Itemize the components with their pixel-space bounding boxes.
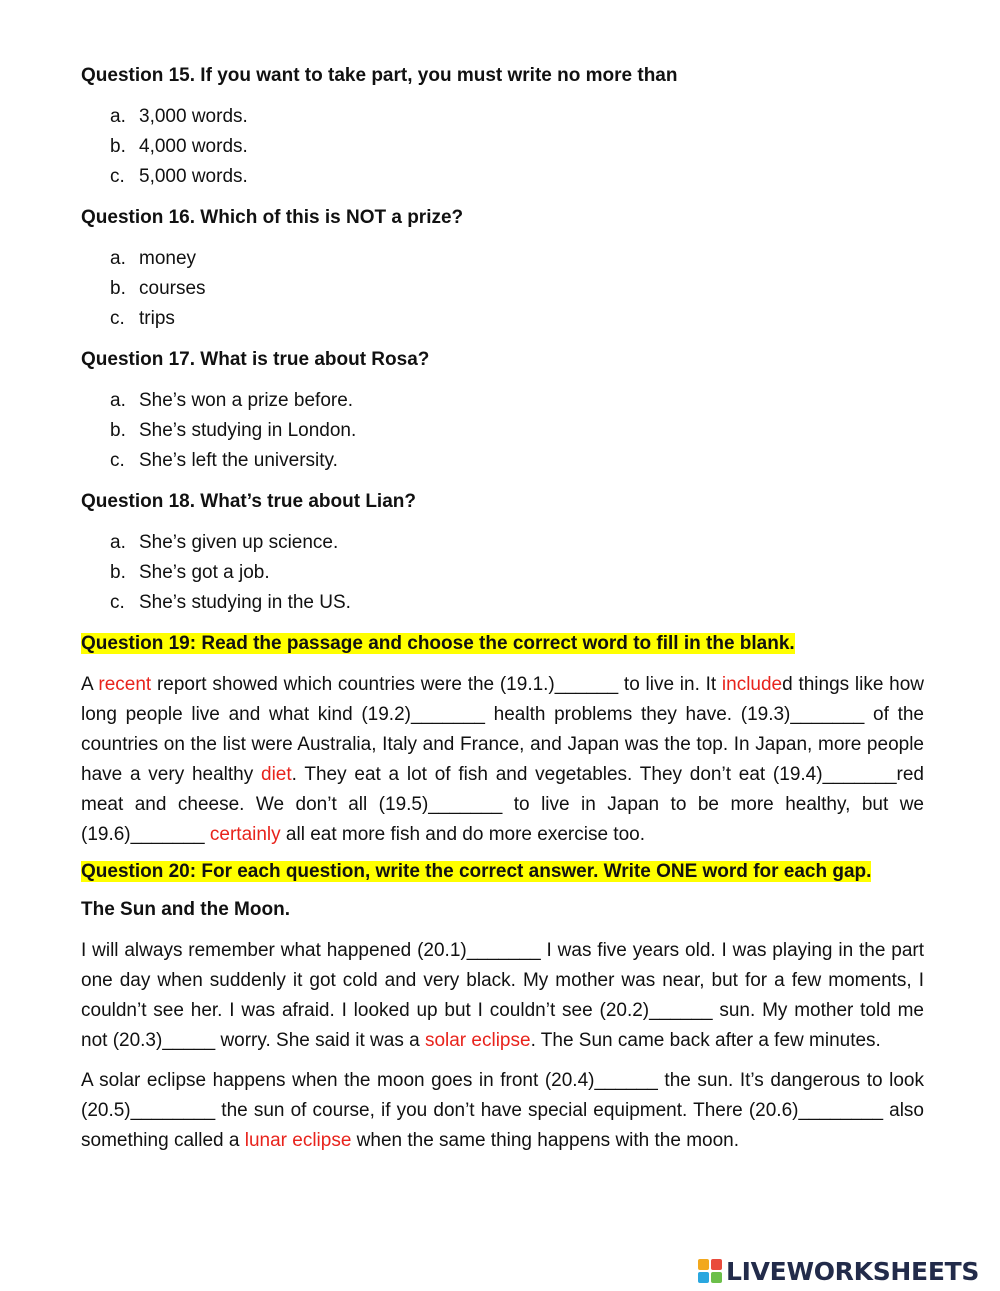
option[interactable]: c. She’s studying in the US.: [110, 592, 351, 613]
option[interactable]: c. She’s left the university.: [110, 450, 338, 471]
liveworksheets-logo: [698, 1255, 979, 1287]
question-17-title: Question 17. What is true about Rosa?: [81, 349, 430, 370]
keyword: diet: [261, 764, 292, 785]
option[interactable]: b. courses: [110, 278, 206, 299]
option[interactable]: a. money: [110, 248, 197, 269]
option[interactable]: a. 3,000 words.: [110, 106, 248, 127]
question-17-options: [81, 386, 924, 476]
question-20-title: [81, 860, 924, 884]
option[interactable]: c. trips: [110, 308, 175, 329]
passage-title: The Sun and the Moon.: [81, 899, 290, 920]
option[interactable]: a. She’s given up science.: [110, 532, 339, 553]
question-19-title: [81, 632, 924, 656]
keyword: solar eclipse: [424, 1030, 531, 1051]
highlighted-heading: Question 20: For each question, write the correct answer. Write ONE word for each gap.: [81, 861, 872, 882]
question-15-options: [81, 102, 924, 192]
question-18-options: [81, 528, 924, 618]
option[interactable]: b. She’s got a job.: [110, 562, 270, 583]
logo-blocks-icon: [698, 1259, 722, 1283]
logo-block: [711, 1272, 722, 1283]
option[interactable]: a. She’s won a prize before.: [110, 390, 354, 411]
keyword: recent: [98, 674, 152, 695]
question-15-title: Question 15. If you want to take part, you must write no more than: [81, 65, 678, 86]
logo-block: [698, 1272, 709, 1283]
question-16-options: [81, 244, 924, 334]
question-20-paragraph-2: A solar eclipse happens when the moon goes in front (20.4)______ the sun. It’s dangerous to look (20.5)________ the sun of course, if you don’t have special equipment. There (20.6)________ also something called a lunar eclipse when the same thing happens with the moon.: [81, 1070, 924, 1151]
worksheet-page: [81, 64, 924, 1166]
option[interactable]: b. She’s studying in London.: [110, 420, 357, 441]
keyword: include: [721, 674, 783, 695]
logo-block: [698, 1259, 709, 1270]
keyword: lunar eclipse: [244, 1130, 352, 1151]
option[interactable]: c. 5,000 words.: [110, 166, 248, 187]
logo-text: LIVEWORKSHEETS: [726, 1256, 980, 1286]
logo-block: [711, 1259, 722, 1270]
question-18-title: Question 18. What’s true about Lian?: [81, 491, 416, 512]
question-16-title: Question 16. Which of this is NOT a prize?: [81, 207, 464, 228]
keyword: certainly: [209, 824, 281, 845]
question-20-paragraph-1: I will always remember what happened (20.1)_______ I was five years old. I was playing in the part one day when suddenly it got cold and very black. My mother was near, but for a few moments, I couldn’t see her. I was afraid. I looked up but I couldn’t see (20.2)______ sun. My mother told me not (20.3)_____ worry. She said it was a solar eclipse. The Sun came back after a few minutes.: [81, 940, 924, 1051]
option[interactable]: b. 4,000 words.: [110, 136, 248, 157]
question-19-passage: A recent report showed which countries were the (19.1.)______ to live in. It included things like how long people live and what kind (19.2)_______ health problems they have. (19.3)_______ of the countries on the list were Australia, Italy and France, and Japan was the top. In Japan, more people have a very healthy diet. They eat a lot of fish and vegetables. They don’t eat (19.4)_______red meat and cheese. We don’t all (19.5)_______ to live in Japan to be more healthy, but we (19.6)_______ certainly all eat more fish and do more exercise too.: [81, 674, 925, 845]
highlighted-heading: Question 19: Read the passage and choose the correct word to fill in the blank.: [81, 633, 795, 654]
